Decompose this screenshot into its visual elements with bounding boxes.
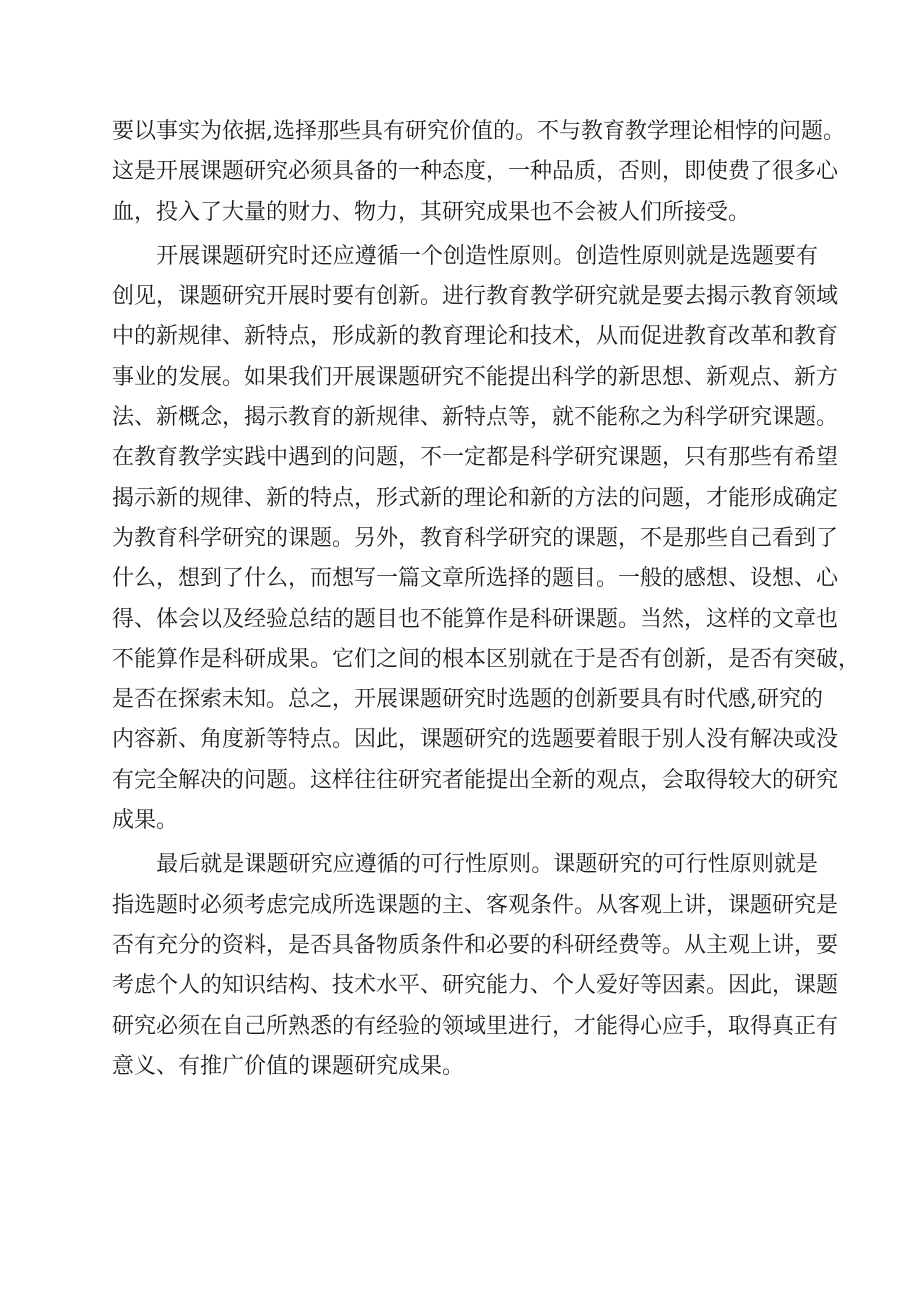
text-line: 法、新概念，揭示教育的新规律、新特点等，就不能称之为科学研究课题。 xyxy=(112,405,839,431)
text-line: 最后就是课题研究应遵循的可行性原则。课题研究的可行性原则就是 xyxy=(112,852,818,878)
text-line: 研究必须在自己所熟悉的有经验的领域里进行，才能得心应手，取得真正有 xyxy=(112,1013,839,1039)
text-line: 揭示新的规律、新的特点，形式新的理论和新的方法的问题，才能形成确定 xyxy=(112,485,839,511)
text-line: 不能算作是科研成果。它们之间的根本区别就在于是否有创新，是否有突破， xyxy=(112,646,861,672)
text-line: 为教育科学研究的课题。另外，教育科学研究的课题，不是那些自己看到了 xyxy=(112,525,839,551)
text-line: 意义、有推广价值的课题研究成果。 xyxy=(112,1053,465,1079)
text-line: 什么，想到了什么，而想写一篇文章所选择的题目。一般的感想、设想、心 xyxy=(112,566,839,592)
text-line: 事业的发展。如果我们开展课题研究不能提出科学的新思想、新观点、新方 xyxy=(112,364,839,390)
paragraph-3 xyxy=(112,845,839,1087)
paragraph-1 xyxy=(112,112,845,233)
text-line: 考虑个人的知识结构、技术水平、研究能力、个人爱好等因素。因此，课题 xyxy=(112,973,839,999)
text-line: 中的新规律、新特点，形成新的教育理论和技术，从而促进教育改革和教育 xyxy=(112,324,839,350)
text-line: 有完全解决的问题。这样往往研究者能提出全新的观点，会取得较大的研究 xyxy=(112,767,839,793)
text-line: 否有充分的资料，是否具备物质条件和必要的科研经费等。从主观上讲，要 xyxy=(112,932,839,958)
text-line: 得、体会以及经验总结的题目也不能算作是科研课题。当然，这样的文章也 xyxy=(112,606,839,632)
text-line: 这是开展课题研究必须具备的一种态度，一种品质，否则，即使费了很多心 xyxy=(112,159,839,185)
text-line: 指选题时必须考虑完成所选课题的主、客观条件。从客观上讲，课题研究是 xyxy=(112,892,839,918)
paragraph-2 xyxy=(112,237,861,841)
text-line: 创见，课题研究开展时要有创新。进行教育教学研究就是要去揭示教育领域 xyxy=(112,284,839,310)
text-line: 内容新、角度新等特点。因此，课题研究的选题要着眼于别人没有解决或没 xyxy=(112,727,839,753)
text-line: 要以事实为依据,选择那些具有研究价值的。不与教育教学理论相悖的问题。 xyxy=(112,119,845,144)
document-body xyxy=(112,112,861,1087)
text-line: 血，投入了大量的财力、物力，其研究成果也不会被人们所接受。 xyxy=(112,199,751,225)
text-line: 开展课题研究时还应遵循一个创造性原则。创造性原则就是选题要有 xyxy=(112,243,818,269)
text-line: 成果。 xyxy=(112,808,179,834)
text-line: 是否在探索未知。总之，开展课题研究时选题的创新要具有时代感,研究的 xyxy=(112,687,823,713)
text-line: 在教育教学实践中遇到的问题，不一定都是科学研究课题，只有那些有希望 xyxy=(112,445,839,471)
